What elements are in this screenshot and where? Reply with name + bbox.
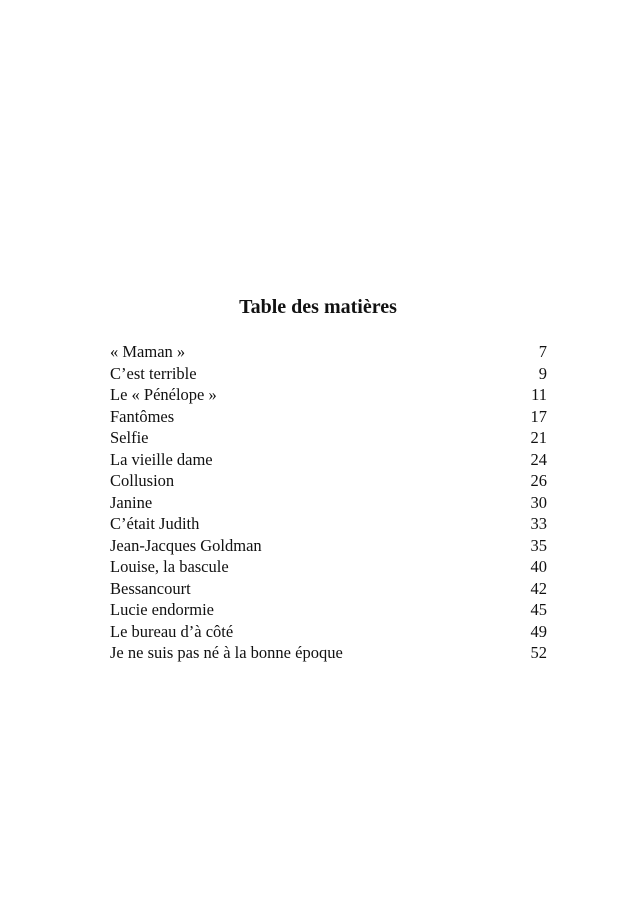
toc-entry — [110, 621, 547, 643]
toc-entry-title: Louise, la bascule — [110, 557, 229, 576]
toc-entry-page-number: 49 — [530, 621, 547, 641]
toc-entry — [110, 363, 547, 385]
toc-entry-title: La vieille dame — [110, 449, 213, 469]
toc-entry-title: Fantômes — [110, 406, 175, 426]
toc-entry-page-number: 30 — [530, 492, 547, 512]
toc-entry — [110, 470, 547, 492]
toc-entry-page-number: 9 — [538, 363, 547, 383]
toc-entry-title: Je ne suis pas né à la bonne époque — [110, 643, 343, 662]
toc-entry-title: Le bureau d’à côté — [110, 621, 234, 641]
toc-entry-page-number: 11 — [531, 385, 547, 404]
toc-entry — [110, 406, 547, 428]
toc-entry-title: « Maman » — [110, 342, 186, 361]
toc-entry — [110, 556, 547, 578]
toc-entry-page-number: 45 — [530, 600, 547, 619]
toc-entry-title: Le « Pénélope » — [110, 385, 217, 404]
toc-entry-page-number: 26 — [530, 471, 547, 490]
toc-entry-page-number: 7 — [538, 342, 547, 361]
toc-entry-page-number: 52 — [530, 643, 547, 662]
toc-entry — [110, 492, 547, 514]
toc-entry — [110, 599, 547, 621]
toc-heading: Table des matières — [239, 296, 397, 318]
toc-entry-title: Bessancourt — [110, 578, 191, 598]
toc-entry-title: C’était Judith — [110, 514, 200, 533]
toc-entry — [110, 578, 547, 600]
toc-entry — [110, 427, 547, 449]
toc-entry-page-number: 42 — [530, 578, 547, 598]
toc-entry-page-number: 33 — [530, 514, 547, 533]
toc-entry — [110, 513, 547, 535]
toc-list — [110, 341, 547, 664]
toc-entry — [110, 384, 547, 406]
toc-entry — [110, 341, 547, 363]
toc-entry-page-number: 17 — [530, 406, 547, 426]
toc-entry-title: Jean-Jacques Goldman — [110, 535, 262, 555]
toc-entry-page-number: 35 — [530, 535, 547, 555]
toc-entry — [110, 642, 547, 664]
toc-entry-title: Selfie — [110, 428, 149, 447]
toc-entry — [110, 535, 547, 557]
toc-entry-title: Collusion — [110, 471, 175, 490]
toc-entry-title: Janine — [110, 492, 153, 512]
toc-entry-page-number: 24 — [530, 449, 547, 469]
toc-entry — [110, 449, 547, 471]
toc-entry-title: Lucie endormie — [110, 600, 214, 619]
toc-entry-page-number: 21 — [530, 428, 547, 447]
toc-entry-page-number: 40 — [530, 557, 547, 576]
toc-entry-title: C’est terrible — [110, 363, 197, 383]
